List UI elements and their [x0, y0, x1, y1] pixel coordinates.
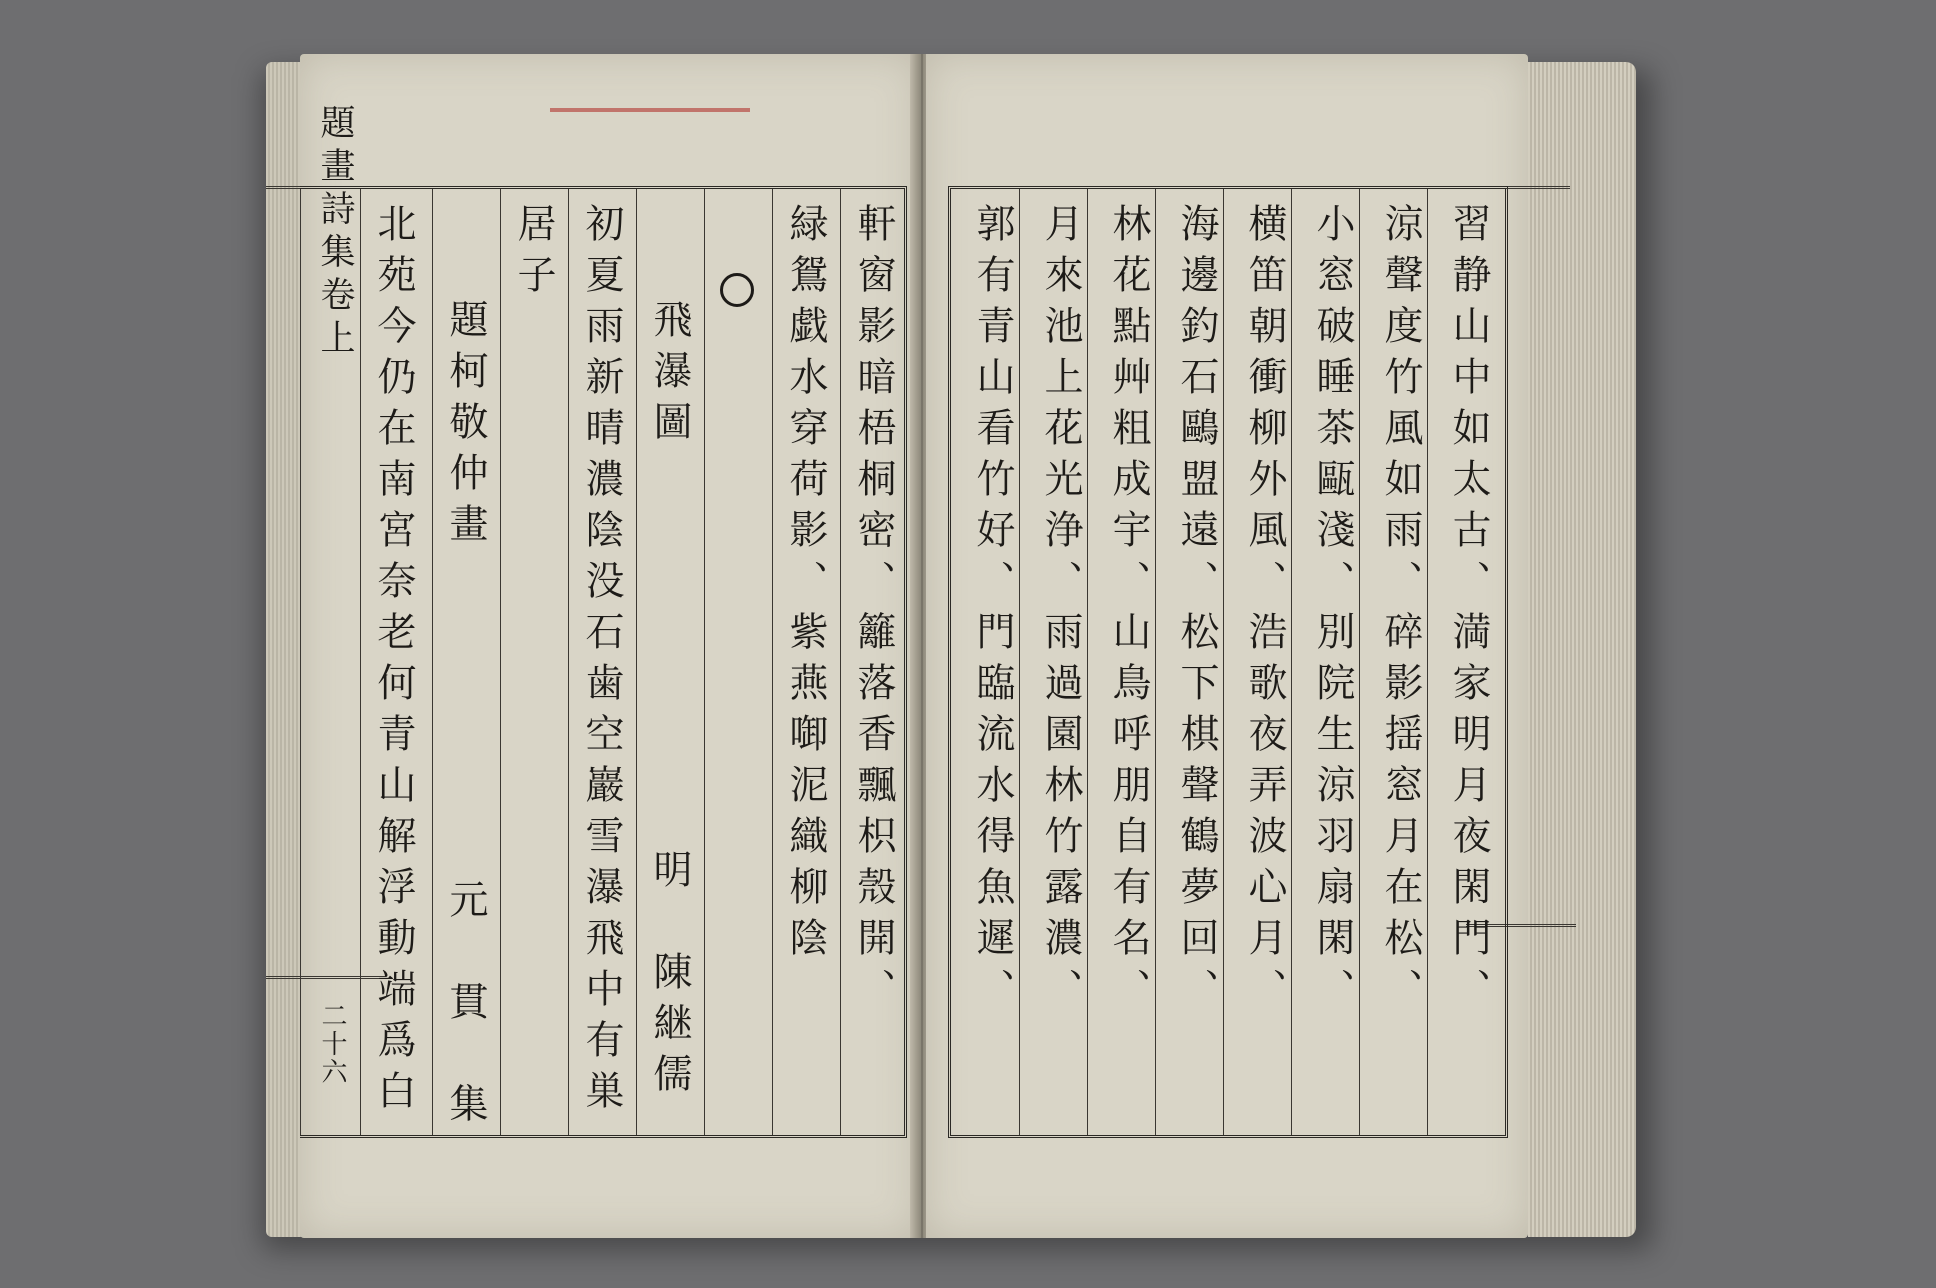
text-column-2: 緑鴛戯水穿荷影、紫燕啣泥織柳陰	[783, 203, 828, 968]
red-seal-trace	[550, 108, 750, 112]
couplet-5: 海邊釣石鷗盟遠、松下棋聲鶴夢回、	[1174, 203, 1219, 1019]
couplet-1: 習静山中如太古、満家明月夜閑門、	[1446, 203, 1491, 1019]
text-column-poem-3: 北苑今仍在南宮奈老何青山解浮動端爲白	[371, 203, 416, 1121]
poem-title-feipu: 飛瀑圖	[647, 299, 692, 452]
couplet-3: 小窓破睡茶甌淺、別院生涼羽扇閑、	[1310, 203, 1355, 1019]
text-column-1: 軒窗影暗梧桐密、籬落香飄枳殼開、	[851, 203, 896, 1019]
couplet-6: 林花點艸粗成宇、山鳥呼朋自有名、	[1106, 203, 1151, 1019]
right-page-stack	[1528, 62, 1636, 1237]
circle-marker-icon	[720, 273, 754, 307]
author-chen-jiru: 明 陳継儒	[647, 849, 692, 1104]
couplet-8: 郭有青山看竹好、門臨流水得魚遲、	[970, 203, 1015, 1019]
author-guanji: 元 貫 集	[443, 879, 488, 1134]
margin-title: 題畫詩集卷上	[315, 104, 355, 362]
left-text-frame	[300, 186, 907, 1138]
text-column-poem-2: 居子	[511, 203, 556, 305]
couplet-7: 月來池上花光浄、雨過園林竹露濃、	[1038, 203, 1083, 1019]
left-page	[300, 54, 918, 1238]
page-number: 二十六	[317, 1002, 347, 1086]
couplet-2: 涼聲度竹風如雨、碎影揺窓月在松、	[1378, 203, 1423, 1019]
poem-title-kejingzhong: 題柯敬仲畫	[443, 299, 488, 554]
text-column-poem-1: 初夏雨新晴濃陰没石歯空巖雪瀑飛中有巣	[579, 203, 624, 1121]
right-page	[926, 54, 1528, 1238]
couplet-4: 横笛朝衝柳外風、浩歌夜弄波心月、	[1242, 203, 1287, 1019]
right-text-frame	[948, 186, 1508, 1138]
circle-marker	[710, 273, 764, 307]
